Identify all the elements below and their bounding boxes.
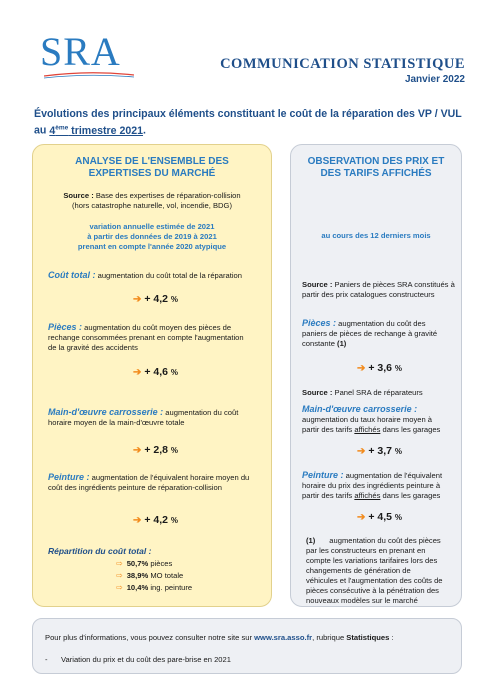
pieces-description bbox=[48, 322, 270, 353]
right-source1 bbox=[302, 280, 460, 300]
repartition-value: 10,4% bbox=[126, 583, 149, 592]
pieces-unit: % bbox=[170, 368, 179, 377]
footer-dash: - bbox=[45, 655, 48, 664]
cout-total-unit: % bbox=[170, 295, 179, 304]
pieces-number: + 4,6 bbox=[144, 366, 168, 378]
headline-line2 bbox=[34, 121, 464, 138]
right-mo-value bbox=[357, 445, 402, 457]
footer-text-pre: Pour plus d'informations, vous pouvez consulter notre site sur bbox=[45, 633, 255, 642]
right-mo-label: Main-d'œuvre carrosserie : bbox=[302, 404, 418, 414]
mo-unit: % bbox=[170, 446, 179, 455]
right-footnote bbox=[306, 536, 456, 606]
document-title: COMMUNICATION STATISTIQUE bbox=[220, 56, 465, 72]
headline-line1: Évolutions des principaux éléments constituant le coût de la réparation des VP / VUL bbox=[34, 108, 462, 120]
right-source1-label: Source : bbox=[302, 280, 333, 289]
footer-list-item bbox=[45, 655, 231, 664]
arrow-right-icon: ➔ bbox=[357, 446, 366, 457]
right-source1-text2: partir des prix catalogues constructeurs bbox=[302, 290, 435, 299]
logo-text: SRA bbox=[40, 29, 121, 74]
headline-quarter: 4 bbox=[49, 124, 56, 137]
pieces-desc2: rechange consommées prenant en compte l'augmentation bbox=[48, 333, 244, 342]
footer-box bbox=[32, 618, 462, 674]
footer-rubrique: Statistiques bbox=[346, 633, 390, 642]
logo-swoosh-icon bbox=[44, 70, 134, 80]
repartition-value: 38,9% bbox=[126, 571, 149, 580]
repartition-value: 50,7% bbox=[126, 559, 149, 568]
sra-logo bbox=[40, 29, 135, 82]
headline bbox=[34, 108, 464, 138]
footnote-line: augmentation du coût des pièces bbox=[329, 536, 441, 545]
repartition-row bbox=[116, 583, 192, 592]
left-note-line3: prenant en compte l'année 2020 atypique bbox=[77, 242, 227, 251]
right-period: au cours des 12 derniers mois bbox=[321, 231, 431, 240]
right-mo-unit: % bbox=[394, 447, 403, 456]
arrow-right-icon: ➔ bbox=[133, 445, 142, 456]
repartition-label: ing. peinture bbox=[148, 583, 193, 592]
right-pieces-desc3: constante bbox=[302, 339, 338, 348]
headline-period bbox=[49, 125, 143, 137]
peinture-value bbox=[133, 514, 178, 526]
cout-total-label: Coût total : bbox=[48, 270, 96, 280]
document-date: Janvier 2022 bbox=[404, 74, 465, 85]
peinture-unit: % bbox=[170, 516, 179, 525]
outline-arrow-icon: ⇨ bbox=[116, 559, 123, 568]
right-mo-number: + 3,7 bbox=[368, 445, 392, 457]
cout-total-number: + 4,2 bbox=[144, 293, 168, 305]
pieces-label: Pièces : bbox=[48, 322, 83, 332]
peinture-desc2: coût des ingrédients peinture de réparation-collision bbox=[48, 483, 222, 492]
headline-end: . bbox=[143, 124, 146, 137]
arrow-right-icon: ➔ bbox=[133, 367, 142, 378]
mo-number: + 2,8 bbox=[144, 444, 168, 456]
left-note-line2: à partir des données de 2019 à 2021 bbox=[87, 232, 217, 241]
repartition-row bbox=[116, 571, 183, 580]
website-link[interactable]: www.sra.asso.fr bbox=[254, 633, 313, 642]
headline-sup: ème bbox=[55, 124, 69, 131]
right-peinture-label: Peinture : bbox=[302, 470, 344, 480]
pieces-value bbox=[133, 366, 178, 378]
arrow-right-icon: ➔ bbox=[133, 294, 142, 305]
left-source-text: Base des expertises de réparation-collision bbox=[93, 191, 241, 200]
footnote-ref: (1) bbox=[306, 536, 316, 545]
footer-text-end: : bbox=[389, 633, 394, 642]
peinture-desc1: augmentation de l'équivalent horaire moyen du bbox=[89, 473, 250, 482]
cout-total-value bbox=[133, 293, 178, 305]
footnote-line: nouveaux modèles sur le marché bbox=[306, 596, 418, 605]
arrow-right-icon: ➔ bbox=[133, 515, 142, 526]
right-peinture-desc2: horaire du prix des ingrédients peinture à bbox=[302, 481, 441, 490]
outline-arrow-icon: ⇨ bbox=[116, 571, 123, 580]
right-pieces-desc1: augmentation du coût des bbox=[336, 319, 426, 328]
right-panel-title bbox=[296, 156, 456, 180]
right-mo-desc2-pre: partir des tarifs bbox=[302, 425, 355, 434]
mo-desc1: augmentation du coût bbox=[163, 408, 239, 417]
outline-arrow-icon: ⇨ bbox=[116, 583, 123, 592]
repartition-title: Répartition du coût total : bbox=[48, 546, 152, 556]
right-mo-desc2-ul: affichés bbox=[354, 425, 381, 434]
pieces-desc3: de la gravité des accidents bbox=[48, 343, 138, 352]
right-peinture-desc3-post: dans les garages bbox=[380, 491, 441, 500]
right-peinture-value bbox=[357, 511, 402, 523]
right-source2-text: Panel SRA de réparateurs bbox=[332, 388, 423, 397]
right-peinture-desc1: augmentation de l'équivalent bbox=[343, 471, 443, 480]
repartition-label: pièces bbox=[148, 559, 173, 568]
left-note bbox=[40, 222, 264, 252]
right-pieces-desc2: paniers de pièces de rechange à gravité bbox=[302, 329, 438, 338]
right-pieces-number: + 3,6 bbox=[368, 362, 392, 374]
footnote-line: par les constructeurs en prenant en bbox=[306, 546, 426, 555]
right-source2 bbox=[302, 388, 460, 398]
cout-total-desc: augmentation du coût total de la réparation bbox=[95, 271, 242, 280]
left-panel-title bbox=[40, 156, 264, 180]
pieces-desc1: augmentation du coût moyen des pièces de bbox=[82, 323, 232, 332]
left-title-line1: ANALYSE DE L'ENSEMBLE DES bbox=[75, 156, 229, 167]
peinture-description bbox=[48, 472, 270, 493]
peinture-label: Peinture : bbox=[48, 472, 90, 482]
footnote-line: compte les variations tarifaires lors des bbox=[306, 556, 438, 565]
right-title-line2: DES TARIFS AFFICHÉS bbox=[320, 168, 432, 179]
right-pieces-label: Pièces : bbox=[302, 318, 337, 328]
right-mo-desc1: augmentation du taux horaire moyen à bbox=[302, 415, 433, 424]
mo-description bbox=[48, 407, 270, 428]
mo-label: Main-d'œuvre carrosserie : bbox=[48, 407, 164, 417]
cout-total-description bbox=[48, 270, 268, 281]
footer-item-text: Variation du prix et du coût des pare-brise en 2021 bbox=[61, 655, 231, 664]
right-pieces-description bbox=[302, 318, 460, 349]
footnote-line: changements de génération de bbox=[306, 566, 411, 575]
right-peinture-number: + 4,5 bbox=[368, 511, 392, 523]
right-mo-description bbox=[302, 404, 460, 435]
left-source-line2: (hors catastrophe naturelle, vol, incendie, BDG) bbox=[72, 201, 232, 210]
footnote-line: véhicules et l'augmentation des coûts de bbox=[306, 576, 443, 585]
right-source1-text1: Paniers de pièces SRA constitués à bbox=[332, 280, 455, 289]
peinture-number: + 4,2 bbox=[144, 514, 168, 526]
right-title-line1: OBSERVATION DES PRIX ET bbox=[307, 156, 445, 167]
headline-prefix: au bbox=[34, 124, 50, 137]
mo-value bbox=[133, 444, 178, 456]
footer-text-mid: , rubrique bbox=[312, 633, 347, 642]
left-note-line1: variation annuelle estimée de 2021 bbox=[89, 222, 215, 231]
left-source bbox=[40, 191, 264, 211]
repartition-row bbox=[116, 559, 172, 568]
left-source-label: Source : bbox=[63, 191, 94, 200]
right-pieces-value bbox=[357, 362, 402, 374]
footer-text bbox=[45, 633, 394, 642]
arrow-right-icon: ➔ bbox=[357, 512, 366, 523]
right-peinture-description bbox=[302, 470, 460, 501]
left-title-line2: EXPERTISES DU MARCHÉ bbox=[88, 168, 216, 179]
arrow-right-icon: ➔ bbox=[357, 363, 366, 374]
right-peinture-unit: % bbox=[394, 513, 403, 522]
right-peinture-desc3-ul: affichés bbox=[354, 491, 381, 500]
headline-year: trimestre 2021 bbox=[68, 124, 144, 137]
right-pieces-ref: (1) bbox=[337, 339, 347, 348]
footnote-line: pièces consécutive à la pénétration des bbox=[306, 586, 439, 595]
right-pieces-unit: % bbox=[394, 364, 403, 373]
right-peinture-desc3-pre: partir des tarifs bbox=[302, 491, 355, 500]
right-source2-label: Source : bbox=[302, 388, 333, 397]
right-mo-desc2-post: dans les garages bbox=[380, 425, 441, 434]
repartition-label: MO totale bbox=[148, 571, 184, 580]
mo-desc2: horaire moyen de la main-d'œuvre totale bbox=[48, 418, 185, 427]
